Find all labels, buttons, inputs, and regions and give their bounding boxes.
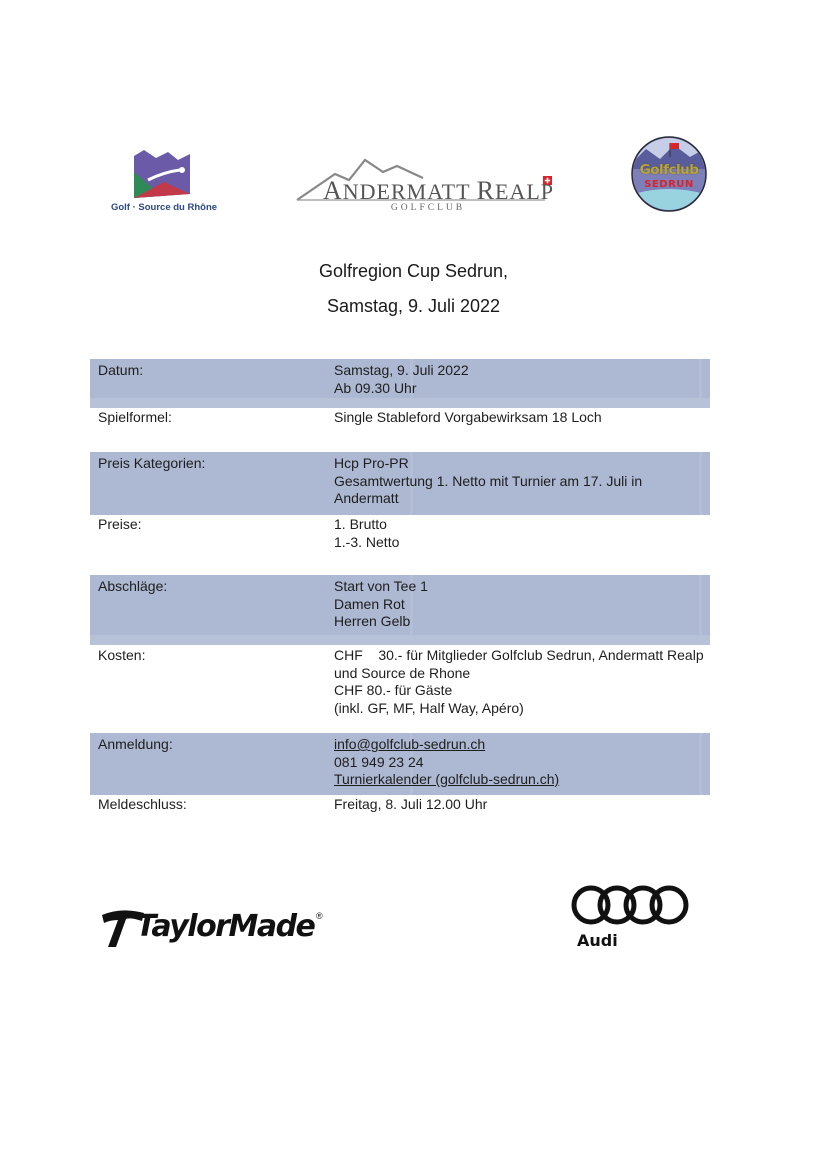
- row-label: Datum:: [98, 362, 144, 378]
- value-line: Gesamtwertung 1. Netto mit Turnier am 17. Juli in Andermatt: [334, 472, 643, 506]
- table-row-preis-kategorien: [90, 452, 710, 515]
- sedrun-line1: Golfclub: [639, 162, 699, 178]
- value-line: CHF 30.- für Mitglieder Golfclub Sedrun, Andermatt Realp und Source de Rhone: [334, 647, 708, 681]
- rhone-caption: Golf · Source du Rhône: [110, 202, 218, 213]
- value-line: Samstag, 9. Juli 2022: [334, 362, 469, 378]
- value-line: Start von Tee 1: [334, 578, 428, 594]
- andermatt-realp-logo: [293, 156, 563, 216]
- turnierkalender-link[interactable]: Turnierkalender (golfclub-sedrun.ch): [334, 771, 560, 787]
- row-value: [334, 796, 704, 814]
- page-subtitle-date: Samstag, 9. Juli 2022: [326, 296, 501, 316]
- audi-rings-icon: [570, 882, 692, 928]
- table-row-anmeldung: [90, 733, 710, 795]
- audi-logo: [570, 882, 692, 952]
- row-value: [334, 647, 708, 717]
- page-title: Golfregion Cup Sedrun,: [318, 261, 509, 281]
- phone-number: 081 949 23 24: [334, 753, 424, 770]
- row-value: [334, 578, 704, 631]
- value-line: Freitag, 8. Juli 12.00 Uhr: [334, 796, 488, 812]
- row-value: [334, 455, 704, 508]
- table-row-meldeschluss: [90, 793, 710, 819]
- row-label: Abschläge:: [98, 578, 168, 594]
- email-link[interactable]: info@golfclub-sedrun.ch: [334, 736, 486, 752]
- row-value: [334, 516, 704, 551]
- value-line: Ab 09.30 Uhr: [334, 379, 417, 396]
- row-label: Spielformel:: [98, 409, 172, 425]
- table-row-preise: [90, 513, 710, 575]
- value-line: (inkl. GF, MF, Half Way, Apéro): [334, 699, 524, 716]
- sedrun-line2: SEDRUN: [644, 179, 694, 190]
- row-value: [334, 409, 704, 427]
- audi-word: Audi: [577, 931, 618, 950]
- rhone-mark-icon: [108, 148, 220, 204]
- andermatt-brand: ANDERMATT REALP: [323, 176, 555, 205]
- value-line: Herren Gelb: [334, 613, 411, 629]
- value-line: Damen Rot: [334, 595, 405, 612]
- registered-mark: ®: [316, 911, 323, 921]
- table-row-kosten: [90, 644, 710, 734]
- value-line: Single Stableford Vorgabewirksam 18 Loch: [334, 409, 602, 425]
- value-line: 1. Brutto: [334, 516, 387, 532]
- row-label: Preise:: [98, 516, 142, 532]
- row-value: [334, 362, 704, 397]
- row-value: [334, 736, 704, 789]
- row-label: Preis Kategorien:: [98, 455, 206, 471]
- value-line: Hcp Pro-PR: [334, 455, 409, 471]
- value-line: 1.-3. Netto: [334, 533, 400, 550]
- golfclub-sedrun-logo: [630, 135, 708, 213]
- taylormade-logo: [100, 903, 330, 953]
- value-line: CHF 80.- für Gäste: [334, 682, 453, 698]
- row-label: Anmeldung:: [98, 736, 173, 752]
- taylormade-word: TaylorMade: [136, 909, 315, 944]
- table-row-spielformel: [90, 406, 710, 452]
- table-row-datum: [90, 359, 710, 408]
- row-label: Meldeschluss:: [98, 796, 187, 812]
- andermatt-sub: GOLFCLUB: [390, 203, 466, 213]
- table-row-abschlaege: [90, 575, 710, 645]
- golf-source-du-rhone-logo: [108, 148, 220, 216]
- row-label: Kosten:: [98, 647, 146, 663]
